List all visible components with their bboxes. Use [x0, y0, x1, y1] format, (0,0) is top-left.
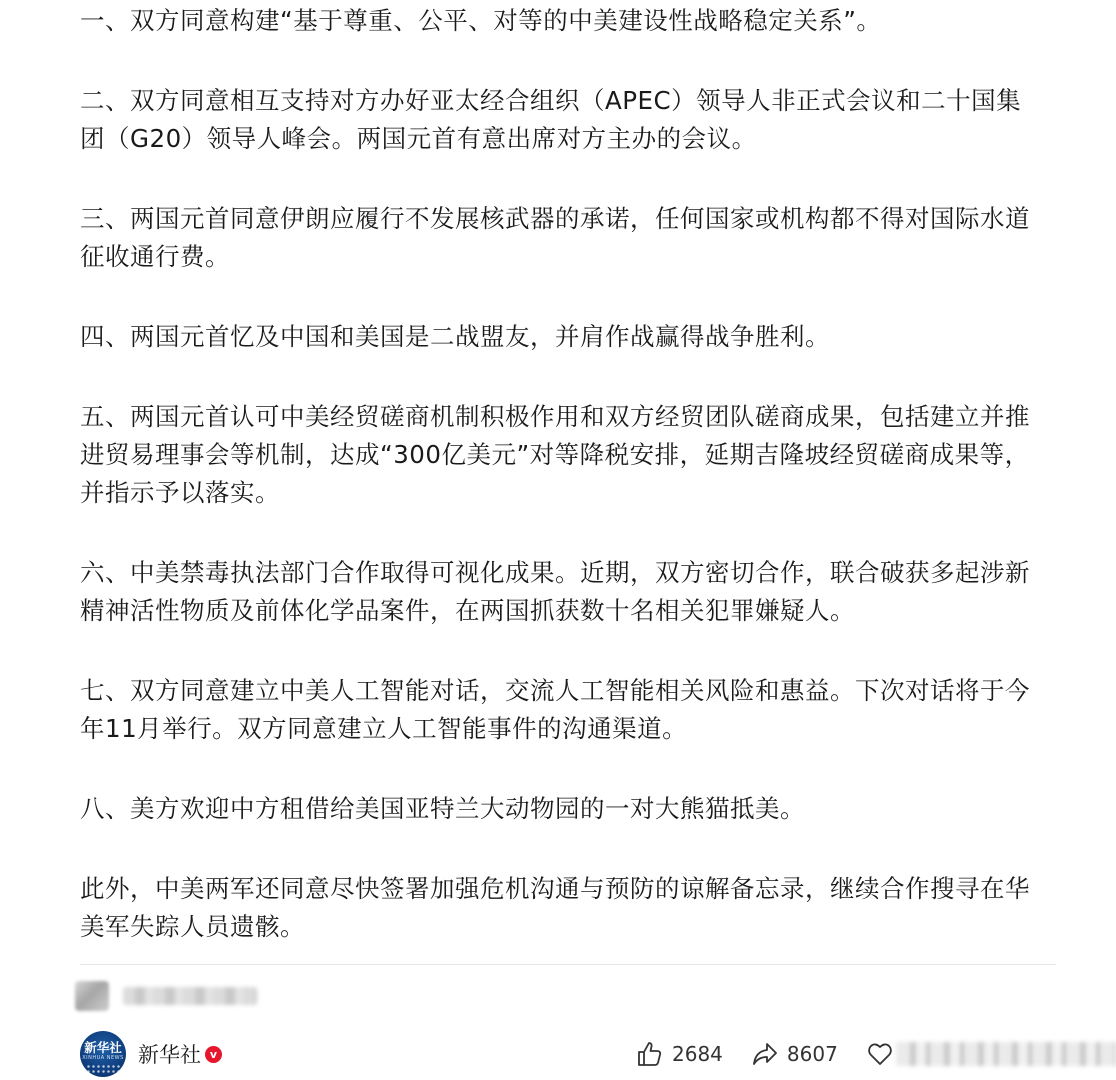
like-button[interactable]: [636, 1040, 723, 1068]
avatar[interactable]: [80, 1031, 126, 1077]
logo-dots: [86, 1064, 120, 1074]
blurred-watermark: [896, 1042, 1116, 1066]
paragraph: 四、两国元首忆及中国和美国是二战盟友，并肩作战赢得战争胜利。: [80, 322, 830, 351]
logo-subtext: XINHUA NEWS: [82, 1055, 124, 1061]
paragraph: 七、双方同意建立中美人工智能对话，交流人工智能相关风险和惠益。下次对话将于今 年11月举行。双方同意建立人工智能事件的沟通渠道。: [80, 676, 1030, 743]
paragraph: 此外，中美两军还同意尽快签署加强危机沟通与预防的谅解备忘录，继续合作搜寻在华 美军失踪人员遗骸。: [80, 874, 1030, 941]
forwarder-row[interactable]: [75, 976, 275, 1016]
verified-badge-icon: v: [205, 1046, 222, 1063]
thumbs-up-icon: [636, 1040, 664, 1068]
share-arrow-icon: [751, 1040, 779, 1068]
paragraph: 三、两国元首同意伊朗应履行不发展核武器的承诺，任何国家或机构都不得对国际水道 征收通行费。: [80, 204, 1030, 271]
paragraph: 五、两国元首认可中美经贸磋商机制积极作用和双方经贸团队磋商成果，包括建立并推 进贸易理事会等机制，达成“300亿美元”对等降税安排，延期吉隆坡经贸磋商成果等， 并指示予以落实。: [80, 402, 1030, 507]
blurred-avatar: [75, 981, 109, 1011]
repost-button[interactable]: [751, 1040, 838, 1068]
article-body: [80, 2, 1060, 946]
blurred-username: [123, 987, 257, 1005]
heart-icon: [866, 1040, 894, 1068]
repost-count: 8607: [786, 1042, 838, 1066]
author-name[interactable]: 新华社: [138, 1043, 201, 1067]
paragraph: 二、双方同意相互支持对方办好亚太经合组织（APEC）领导人非正式会议和二十国集 团（G20）领导人峰会。两国元首有意出席对方主办的会议。: [80, 86, 1022, 153]
logo-text: 新华社: [84, 1040, 122, 1055]
author-row[interactable]: [80, 1030, 222, 1078]
paragraph: 八、美方欢迎中方租借给美国亚特兰大动物园的一对大熊猫抵美。: [80, 794, 805, 823]
paragraph: 六、中美禁毒执法部门合作取得可视化成果。近期，双方密切合作，联合破获多起涉新 精神活性物质及前体化学品案件，在两国抓获数十名相关犯罪嫌疑人。: [80, 558, 1030, 625]
like-count: 2684: [672, 1042, 723, 1066]
paragraph: 一、双方同意构建“基于尊重、公平、对等的中美建设性战略稳定关系”。: [80, 6, 882, 35]
divider: [80, 964, 1056, 965]
